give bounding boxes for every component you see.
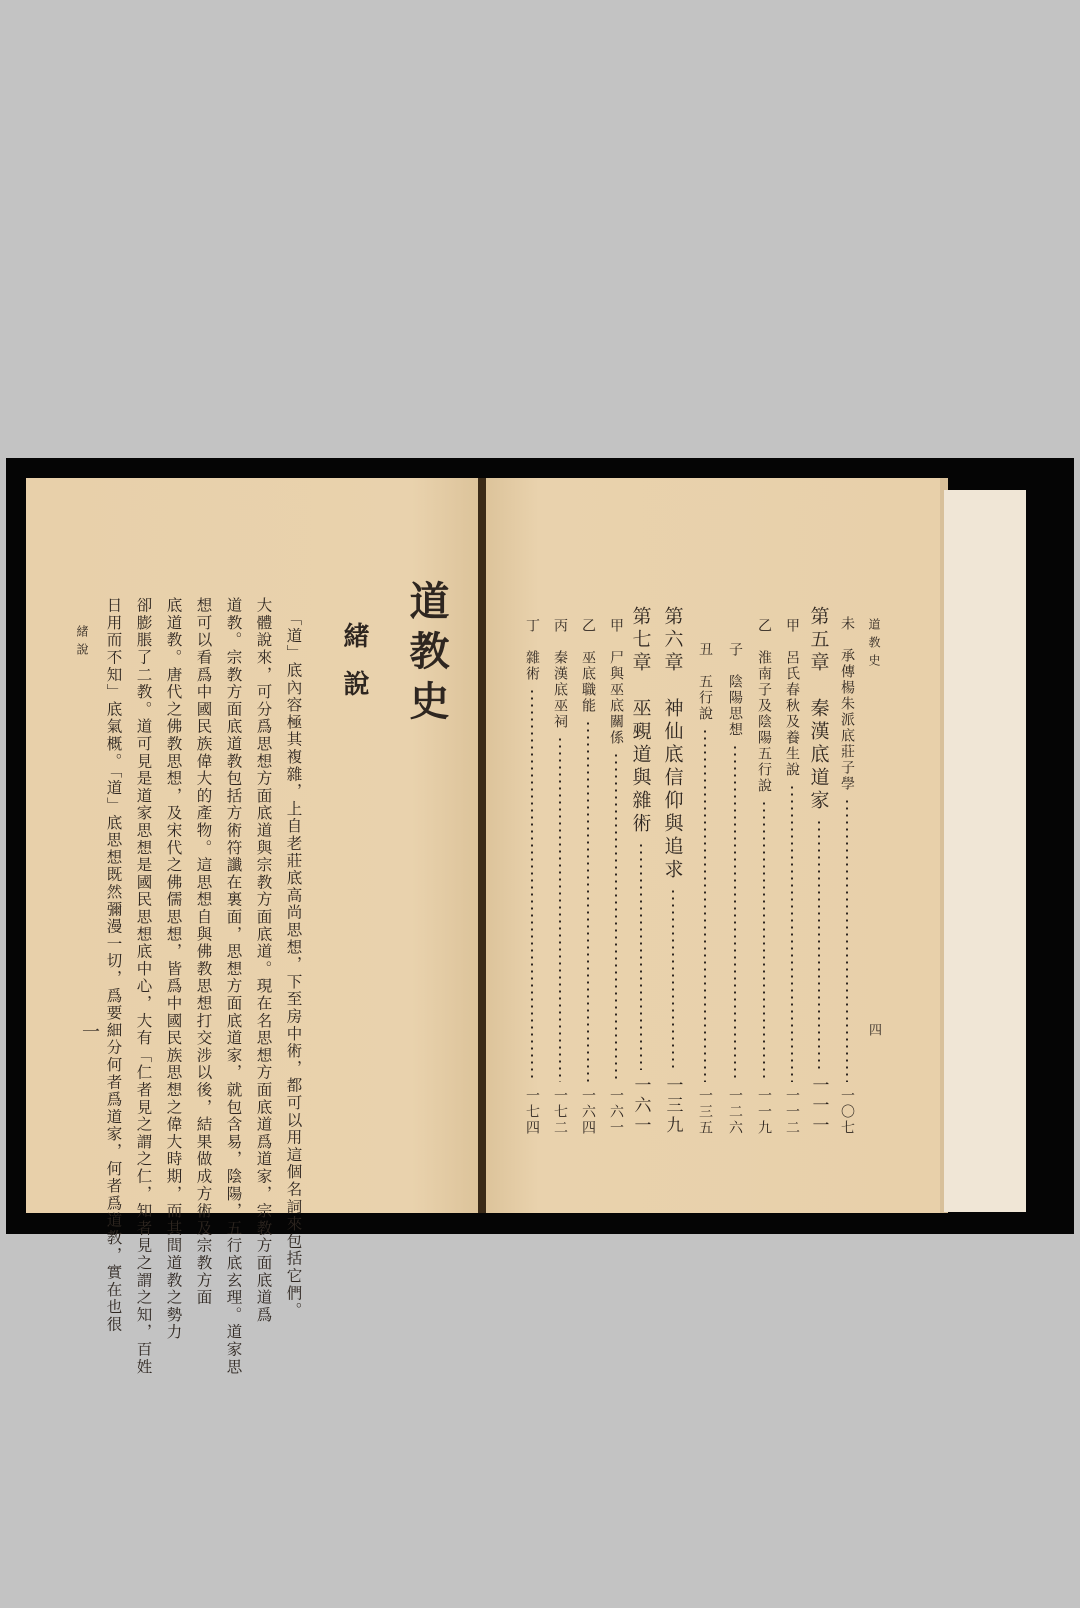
toc-label: 未 承傳楊朱派底莊子學 (839, 616, 855, 792)
toc-leader (531, 688, 533, 1082)
body-column: 「道」底內容極其複雜，上自老莊底高尚思想，下至房中術，都可以用這個名詞來包括它們。 (284, 610, 303, 1320)
toc-label: 丑 五行說 (697, 642, 713, 722)
footer-section-label: 緒說 (75, 625, 89, 661)
toc-label: 丙 秦漢底巫祠 (552, 618, 568, 730)
book-spine (478, 478, 486, 1213)
toc-page: 一一九 (756, 1088, 772, 1136)
body-column: 卻膨脹了二教。道可見是道家思想是國民思想底中心，大有「仁者見之謂之仁，知者見之謂之知，百姓 (134, 597, 153, 1376)
toc-page: 一一二 (784, 1088, 800, 1136)
toc-entry (806, 606, 832, 1136)
toc-leader (763, 800, 765, 1082)
toc-entry (628, 606, 654, 1136)
toc-page: 一六一 (630, 1076, 651, 1136)
toc-label: 第六章 神仙底信仰與追求 (661, 606, 684, 882)
toc-label: 第五章 秦漢底道家 (807, 606, 830, 813)
body-column: 想可以看爲中國民族偉大的產物。這思想自與佛教思想打交涉以後，結果做成方術及宗教方面 (194, 597, 213, 1307)
toc-entry (753, 618, 775, 1136)
toc-page: 一三五 (697, 1088, 713, 1136)
toc-page: 一六四 (580, 1088, 596, 1136)
toc-page: 一七二 (552, 1088, 568, 1136)
toc-page: 一三九 (662, 1076, 683, 1136)
toc-leader (640, 842, 642, 1070)
toc-label: 甲 呂氏春秋及養生說 (784, 618, 800, 778)
toc-entry (605, 618, 627, 1136)
toc-leader (818, 819, 820, 1070)
toc-page: 一七四 (524, 1088, 540, 1136)
inserted-sheet (944, 490, 1026, 1212)
toc-page: 一二六 (727, 1088, 743, 1136)
toc-leader (672, 888, 674, 1070)
body-column: 大體說來，可分爲思想方面底道與宗教方面底道。現在名思想方面底道爲道家，宗教方面底道爲 (254, 597, 273, 1324)
toc-leader (734, 744, 736, 1082)
footer-page-number: 一 (79, 1022, 100, 1040)
section-title: 緒說 (339, 622, 369, 718)
body-column: 道教。宗教方面底道教包括方術符讖在裏面，思想方面底道家，就包含易，陰陽，五行底玄理。道家思 (224, 597, 243, 1376)
toc-entry (836, 616, 858, 1136)
toc-label: 甲 尸與巫底關係 (608, 618, 624, 746)
toc-leader (559, 736, 561, 1082)
toc-leader (846, 798, 848, 1082)
toc-page: 一一一 (808, 1076, 829, 1136)
toc-entry (521, 618, 543, 1136)
toc-leader (587, 720, 589, 1082)
toc-label: 子 陰陽思想 (727, 642, 743, 738)
toc-entry (549, 618, 571, 1136)
toc-entry (577, 618, 599, 1136)
toc-entry (724, 642, 746, 1136)
toc-label: 乙 淮南子及陰陽五行說 (756, 618, 772, 794)
book-title: 道教史 (403, 580, 450, 730)
running-title: 道教史 (867, 618, 881, 672)
toc-label: 乙 巫底職能 (580, 618, 596, 714)
toc-leader (704, 728, 706, 1082)
toc-page: 一六一 (608, 1088, 624, 1136)
body-column: 日用而不知」底氣概。「道」底思想既然彌漫一切，爲要細分何者爲道家，何者爲道教，實在也很 (104, 597, 123, 1334)
toc-entry (781, 618, 803, 1136)
toc-leader (615, 752, 617, 1082)
body-column: 底道教。唐代之佛教思想，及宋代之佛儒思想，皆爲中國民族思想之偉大時期，而其間道教之勢力 (164, 597, 183, 1341)
toc-label: 丁 雜術 (524, 618, 540, 682)
toc-label: 第七章 巫覡道與雜術 (629, 606, 652, 836)
toc-entry (694, 642, 716, 1136)
toc-leader (791, 784, 793, 1082)
toc-entry (660, 606, 686, 1136)
page-number: 四 (866, 1023, 881, 1036)
toc-page: 一〇七 (839, 1088, 855, 1136)
